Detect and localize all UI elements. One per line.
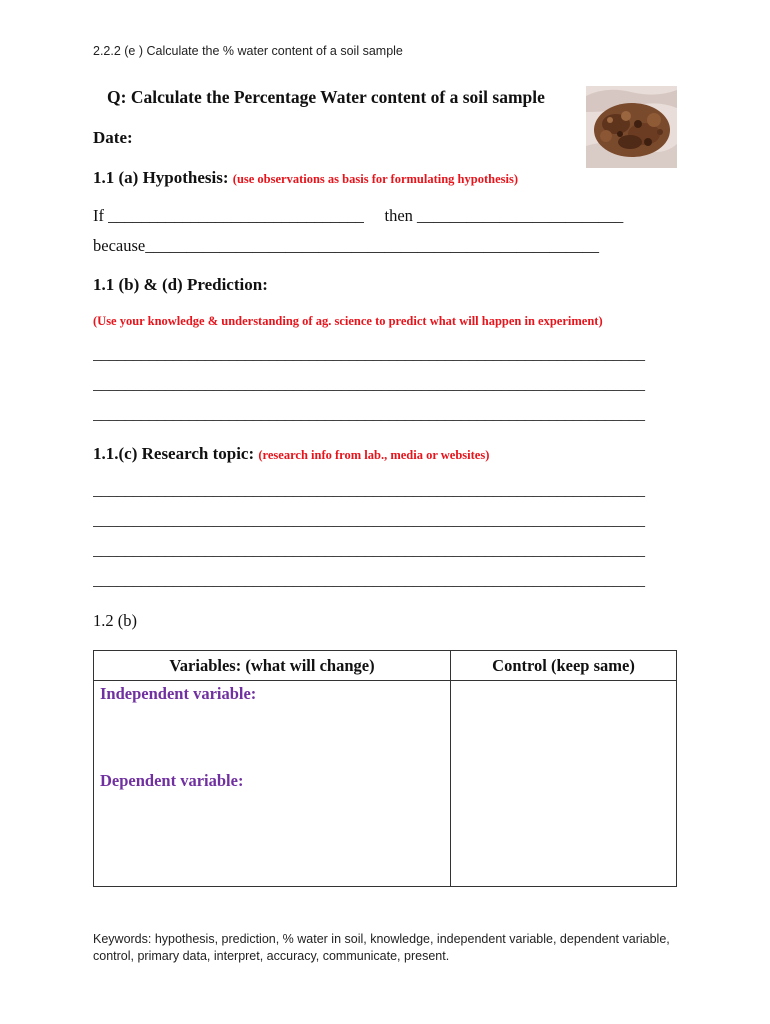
date-label: Date:: [93, 128, 133, 147]
research-answer-line[interactable]: _____________________________________________________________________: [93, 572, 645, 589]
variables-table: [93, 650, 677, 887]
hypothesis-if-then-line[interactable]: If _______________________________ then _________________________: [93, 206, 624, 225]
question-title: Q: Calculate the Percentage Water content of a soil sample: [107, 87, 545, 107]
research-note: (research info from lab., media or websites): [258, 448, 490, 462]
hypothesis-note: (use observations as basis for formulating hypothesis): [232, 172, 518, 186]
prediction-answer-line[interactable]: _____________________________________________________________________: [93, 406, 645, 423]
research-section-heading: [93, 444, 489, 464]
hypothesis-because-line[interactable]: because_______________________________________________________: [93, 236, 599, 255]
dependent-variable-label: Dependent variable:: [100, 771, 244, 790]
page-header: 2.2.2 (e ) Calculate the % water content of a soil sample: [93, 44, 403, 58]
keywords-text: Keywords: hypothesis, prediction, % water in soil, knowledge, independent variable, dependent variable, control, primary data, interpret, accuracy, communicate, present.: [93, 932, 670, 963]
control-cell[interactable]: [451, 681, 677, 887]
prediction-heading: 1.1 (b) & (d) Prediction:: [93, 275, 268, 294]
independent-variable-label: Independent variable:: [100, 684, 257, 703]
variables-cell[interactable]: [94, 681, 451, 887]
soil-sample-photo: [586, 86, 677, 168]
research-heading: 1.1.(c) Research topic:: [93, 444, 255, 463]
hypothesis-heading: 1.1 (a) Hypothesis:: [93, 168, 229, 187]
prediction-answer-line[interactable]: _____________________________________________________________________: [93, 376, 645, 393]
research-answer-line[interactable]: _____________________________________________________________________: [93, 542, 645, 559]
research-answer-line[interactable]: _____________________________________________________________________: [93, 512, 645, 529]
prediction-answer-line[interactable]: _____________________________________________________________________: [93, 346, 645, 363]
variables-column-header: Variables: (what will change): [94, 651, 451, 681]
section-1-2-b-label: 1.2 (b): [93, 611, 137, 630]
prediction-note: (Use your knowledge & understanding of ag. science to predict what will happen in experiment): [93, 314, 603, 328]
control-column-header: Control (keep same): [451, 651, 677, 681]
research-answer-line[interactable]: _____________________________________________________________________: [93, 482, 645, 499]
hypothesis-section-heading: [93, 168, 518, 188]
